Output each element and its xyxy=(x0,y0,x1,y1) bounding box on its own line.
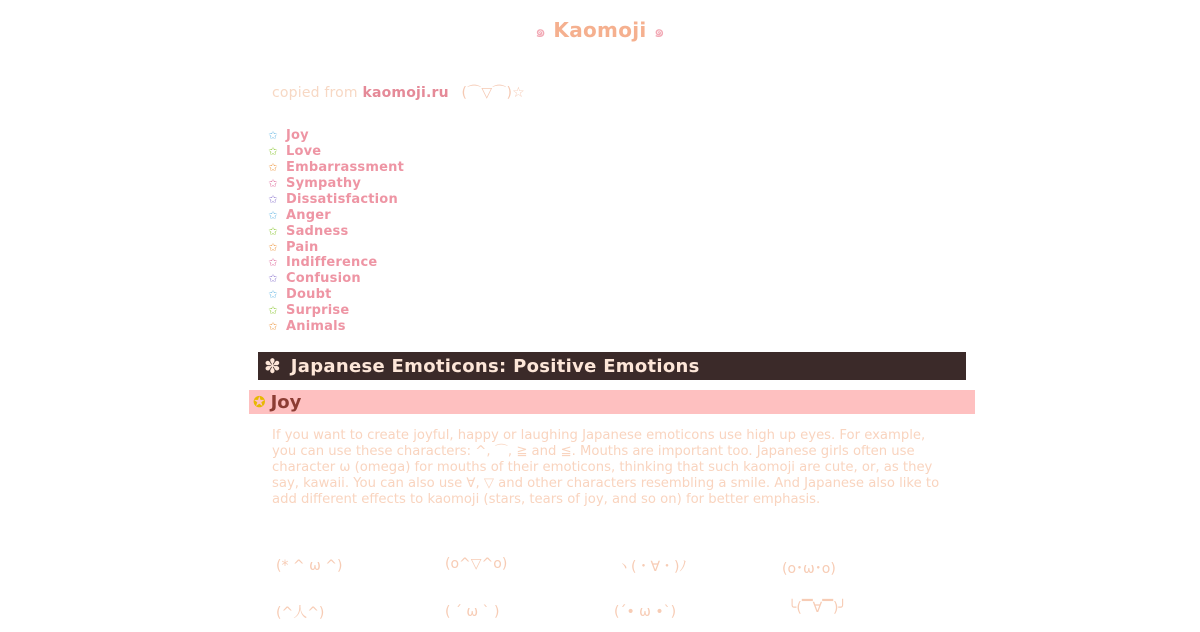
star-icon: ✩ xyxy=(268,176,278,190)
category-link[interactable]: Joy xyxy=(286,127,309,143)
star-icon: ✩ xyxy=(268,256,278,270)
star-badge-icon: ✪ xyxy=(253,393,266,411)
category-item-dissatisfaction[interactable] xyxy=(266,192,404,208)
category-link[interactable]: Surprise xyxy=(286,303,350,319)
category-item-anger[interactable] xyxy=(266,208,404,224)
category-item-surprise[interactable] xyxy=(266,303,404,319)
category-link[interactable]: Sympathy xyxy=(286,175,362,191)
category-list xyxy=(266,128,404,335)
category-item-love[interactable] xyxy=(266,144,404,160)
category-item-embarrassment[interactable] xyxy=(266,160,404,176)
category-link[interactable]: Sadness xyxy=(286,223,349,239)
source-credit xyxy=(272,82,525,102)
star-icon: ✩ xyxy=(268,304,278,318)
category-item-joy[interactable] xyxy=(266,128,404,144)
emoticon-cell[interactable]: ╰(▔∀▔)╯ xyxy=(788,600,847,616)
category-item-confusion[interactable] xyxy=(266,271,404,287)
section-header xyxy=(258,352,966,380)
star-icon: ✩ xyxy=(268,224,278,238)
star-icon: ✩ xyxy=(268,144,278,158)
wing-left-icon: ๑ xyxy=(535,22,547,42)
site-title-text[interactable]: Kaomoji xyxy=(553,18,647,42)
section-title: Japanese Emoticons: Positive Emotions xyxy=(290,355,700,377)
wing-right-icon: ๑ xyxy=(653,22,665,42)
star-icon: ✩ xyxy=(268,208,278,222)
category-link[interactable]: Dissatisfaction xyxy=(286,191,398,207)
emoticon-cell[interactable]: (^人^) xyxy=(276,605,325,621)
subsection-header xyxy=(249,390,975,414)
star-icon: ✩ xyxy=(268,160,278,174)
category-link[interactable]: Love xyxy=(286,143,322,159)
star-icon: ✩ xyxy=(268,128,278,142)
category-link[interactable]: Anger xyxy=(286,207,331,223)
category-item-animals[interactable] xyxy=(266,319,404,335)
category-item-sympathy[interactable] xyxy=(266,176,404,192)
category-item-doubt[interactable] xyxy=(266,287,404,303)
credit-kaomoji: (⌒▽⌒)☆ xyxy=(461,85,525,101)
category-item-indifference[interactable] xyxy=(266,256,404,272)
category-link[interactable]: Confusion xyxy=(286,271,361,287)
subsection-description: If you want to create joyful, happy or laughing Japanese emoticons use high up eyes. For example, you can use these characters: ^, ⌒, ≧ and ≦. Mouths are important too. Japanese girls often use character ω (omega) for mouths of their emoticons, thinking that such kaomoji are cute, or, as they say, kawaii. You can also use ∀, ▽ and other characters resembling a smile. And Japanese also like to add different effects to kaomoji (stars, tears of joy, and so on) for better emphasis. xyxy=(272,428,940,507)
star-icon: ✩ xyxy=(268,192,278,206)
emoticon-cell[interactable]: (o^▽^o) xyxy=(445,556,508,572)
category-item-sadness[interactable] xyxy=(266,224,404,240)
source-link[interactable]: kaomoji.ru xyxy=(362,85,449,101)
emoticon-cell[interactable]: (* ^ ω ^) xyxy=(276,558,343,574)
category-link[interactable]: Embarrassment xyxy=(286,159,405,175)
site-title[interactable] xyxy=(0,18,1200,45)
star-icon: ✩ xyxy=(268,320,278,334)
subsection-title: Joy xyxy=(270,391,302,413)
source-credit-prefix: copied from xyxy=(272,85,358,101)
star-icon: ✩ xyxy=(268,288,278,302)
category-item-pain[interactable] xyxy=(266,240,404,256)
star-icon: ✩ xyxy=(268,240,278,254)
category-link[interactable]: Animals xyxy=(286,319,346,335)
category-link[interactable]: Indifference xyxy=(286,255,378,271)
star-icon: ✩ xyxy=(268,272,278,286)
emoticon-cell[interactable]: ヽ(・∀・)ﾉ xyxy=(617,559,687,575)
emoticon-cell[interactable]: (´• ω •`) xyxy=(614,604,677,620)
emoticon-cell[interactable]: (o･ω･o) xyxy=(782,561,836,577)
category-link[interactable]: Pain xyxy=(286,239,319,255)
clover-icon: ✽ xyxy=(264,354,281,378)
emoticon-grid xyxy=(272,552,952,632)
emoticon-cell[interactable]: ( ´ ω ` ) xyxy=(445,604,500,620)
category-link[interactable]: Doubt xyxy=(286,287,332,303)
